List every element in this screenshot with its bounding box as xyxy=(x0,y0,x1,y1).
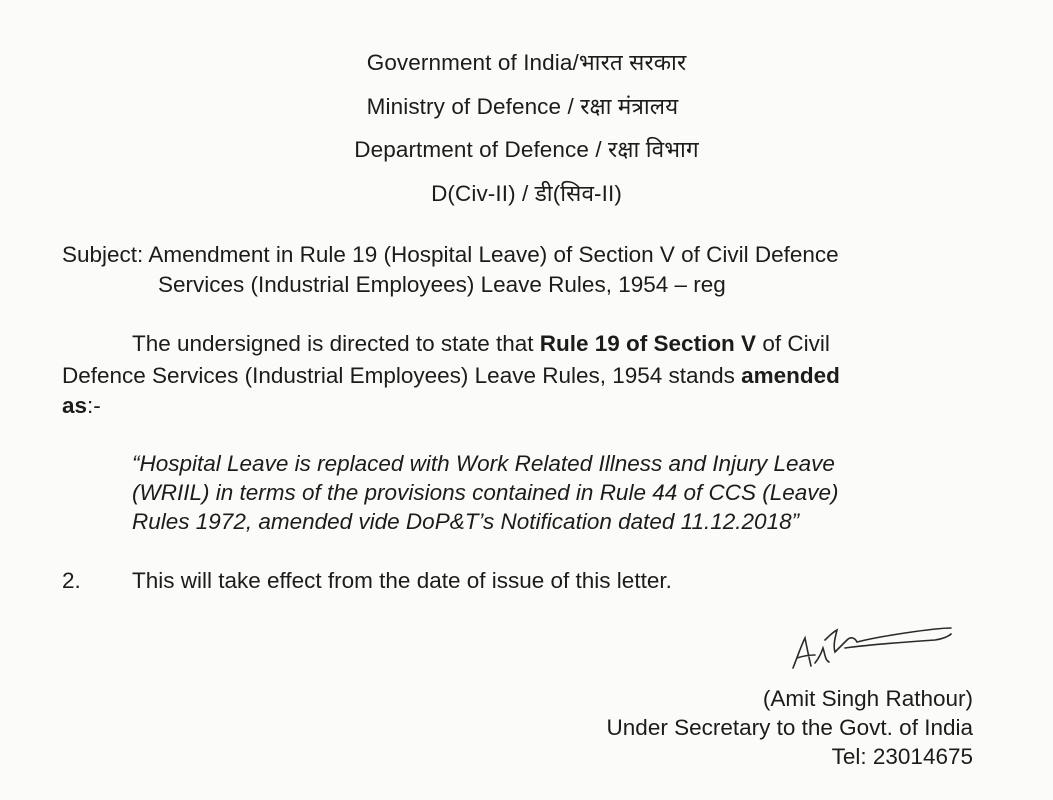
paragraph-text: This will take effect from the date of issue of this letter. xyxy=(132,568,672,593)
body-text: The undersigned is directed to state that xyxy=(132,331,534,356)
quote-line-3: Rules 1972, amended vide DoP&T’s Notification dated 11.12.2018” xyxy=(132,509,800,534)
body-text: :- xyxy=(87,393,101,418)
body-bold-amended: amended xyxy=(741,363,840,388)
body-text: of Civil xyxy=(762,331,830,356)
subject-line-1 xyxy=(62,242,974,268)
numbered-paragraph-2 xyxy=(62,568,672,594)
signatory-designation: Under Secretary to the Govt. of India xyxy=(606,715,973,740)
subject-label: Subject: xyxy=(62,242,144,267)
body-paragraph-line-1 xyxy=(132,331,830,357)
body-bold-rule: Rule 19 of Section V xyxy=(539,331,757,356)
paragraph-number: 2. xyxy=(62,568,81,593)
header-ministry: Ministry of Defence / रक्षा मंत्रालय xyxy=(366,94,679,119)
header-government: Government of India/भारत सरकार xyxy=(366,50,687,75)
body-paragraph-line-2 xyxy=(62,363,840,389)
header-department: Department of Defence / रक्षा विभाग xyxy=(354,137,699,162)
quote-line-1: “Hospital Leave is replaced with Work Related Illness and Injury Leave xyxy=(132,451,835,476)
signatory-telephone: Tel: 23014675 xyxy=(831,744,973,769)
body-bold-as: as xyxy=(62,393,88,418)
quote-line-2: (WRIIL) in terms of the provisions contained in Rule 44 of CCS (Leave) xyxy=(132,480,839,505)
signatory-name: (Amit Singh Rathour) xyxy=(762,686,973,711)
body-text: Defence Services (Industrial Employees) Leave Rules, 1954 stands xyxy=(62,363,735,388)
handwritten-signature xyxy=(785,618,960,678)
subject-text-1: Amendment in Rule 19 (Hospital Leave) of Section V of Civil Defence xyxy=(148,242,839,267)
subject-text-2: Services (Industrial Employees) Leave Rules, 1954 – reg xyxy=(158,272,726,297)
body-paragraph-line-3 xyxy=(62,393,101,419)
header-division: D(Civ-II) / डी(सिव-II) xyxy=(431,181,622,206)
